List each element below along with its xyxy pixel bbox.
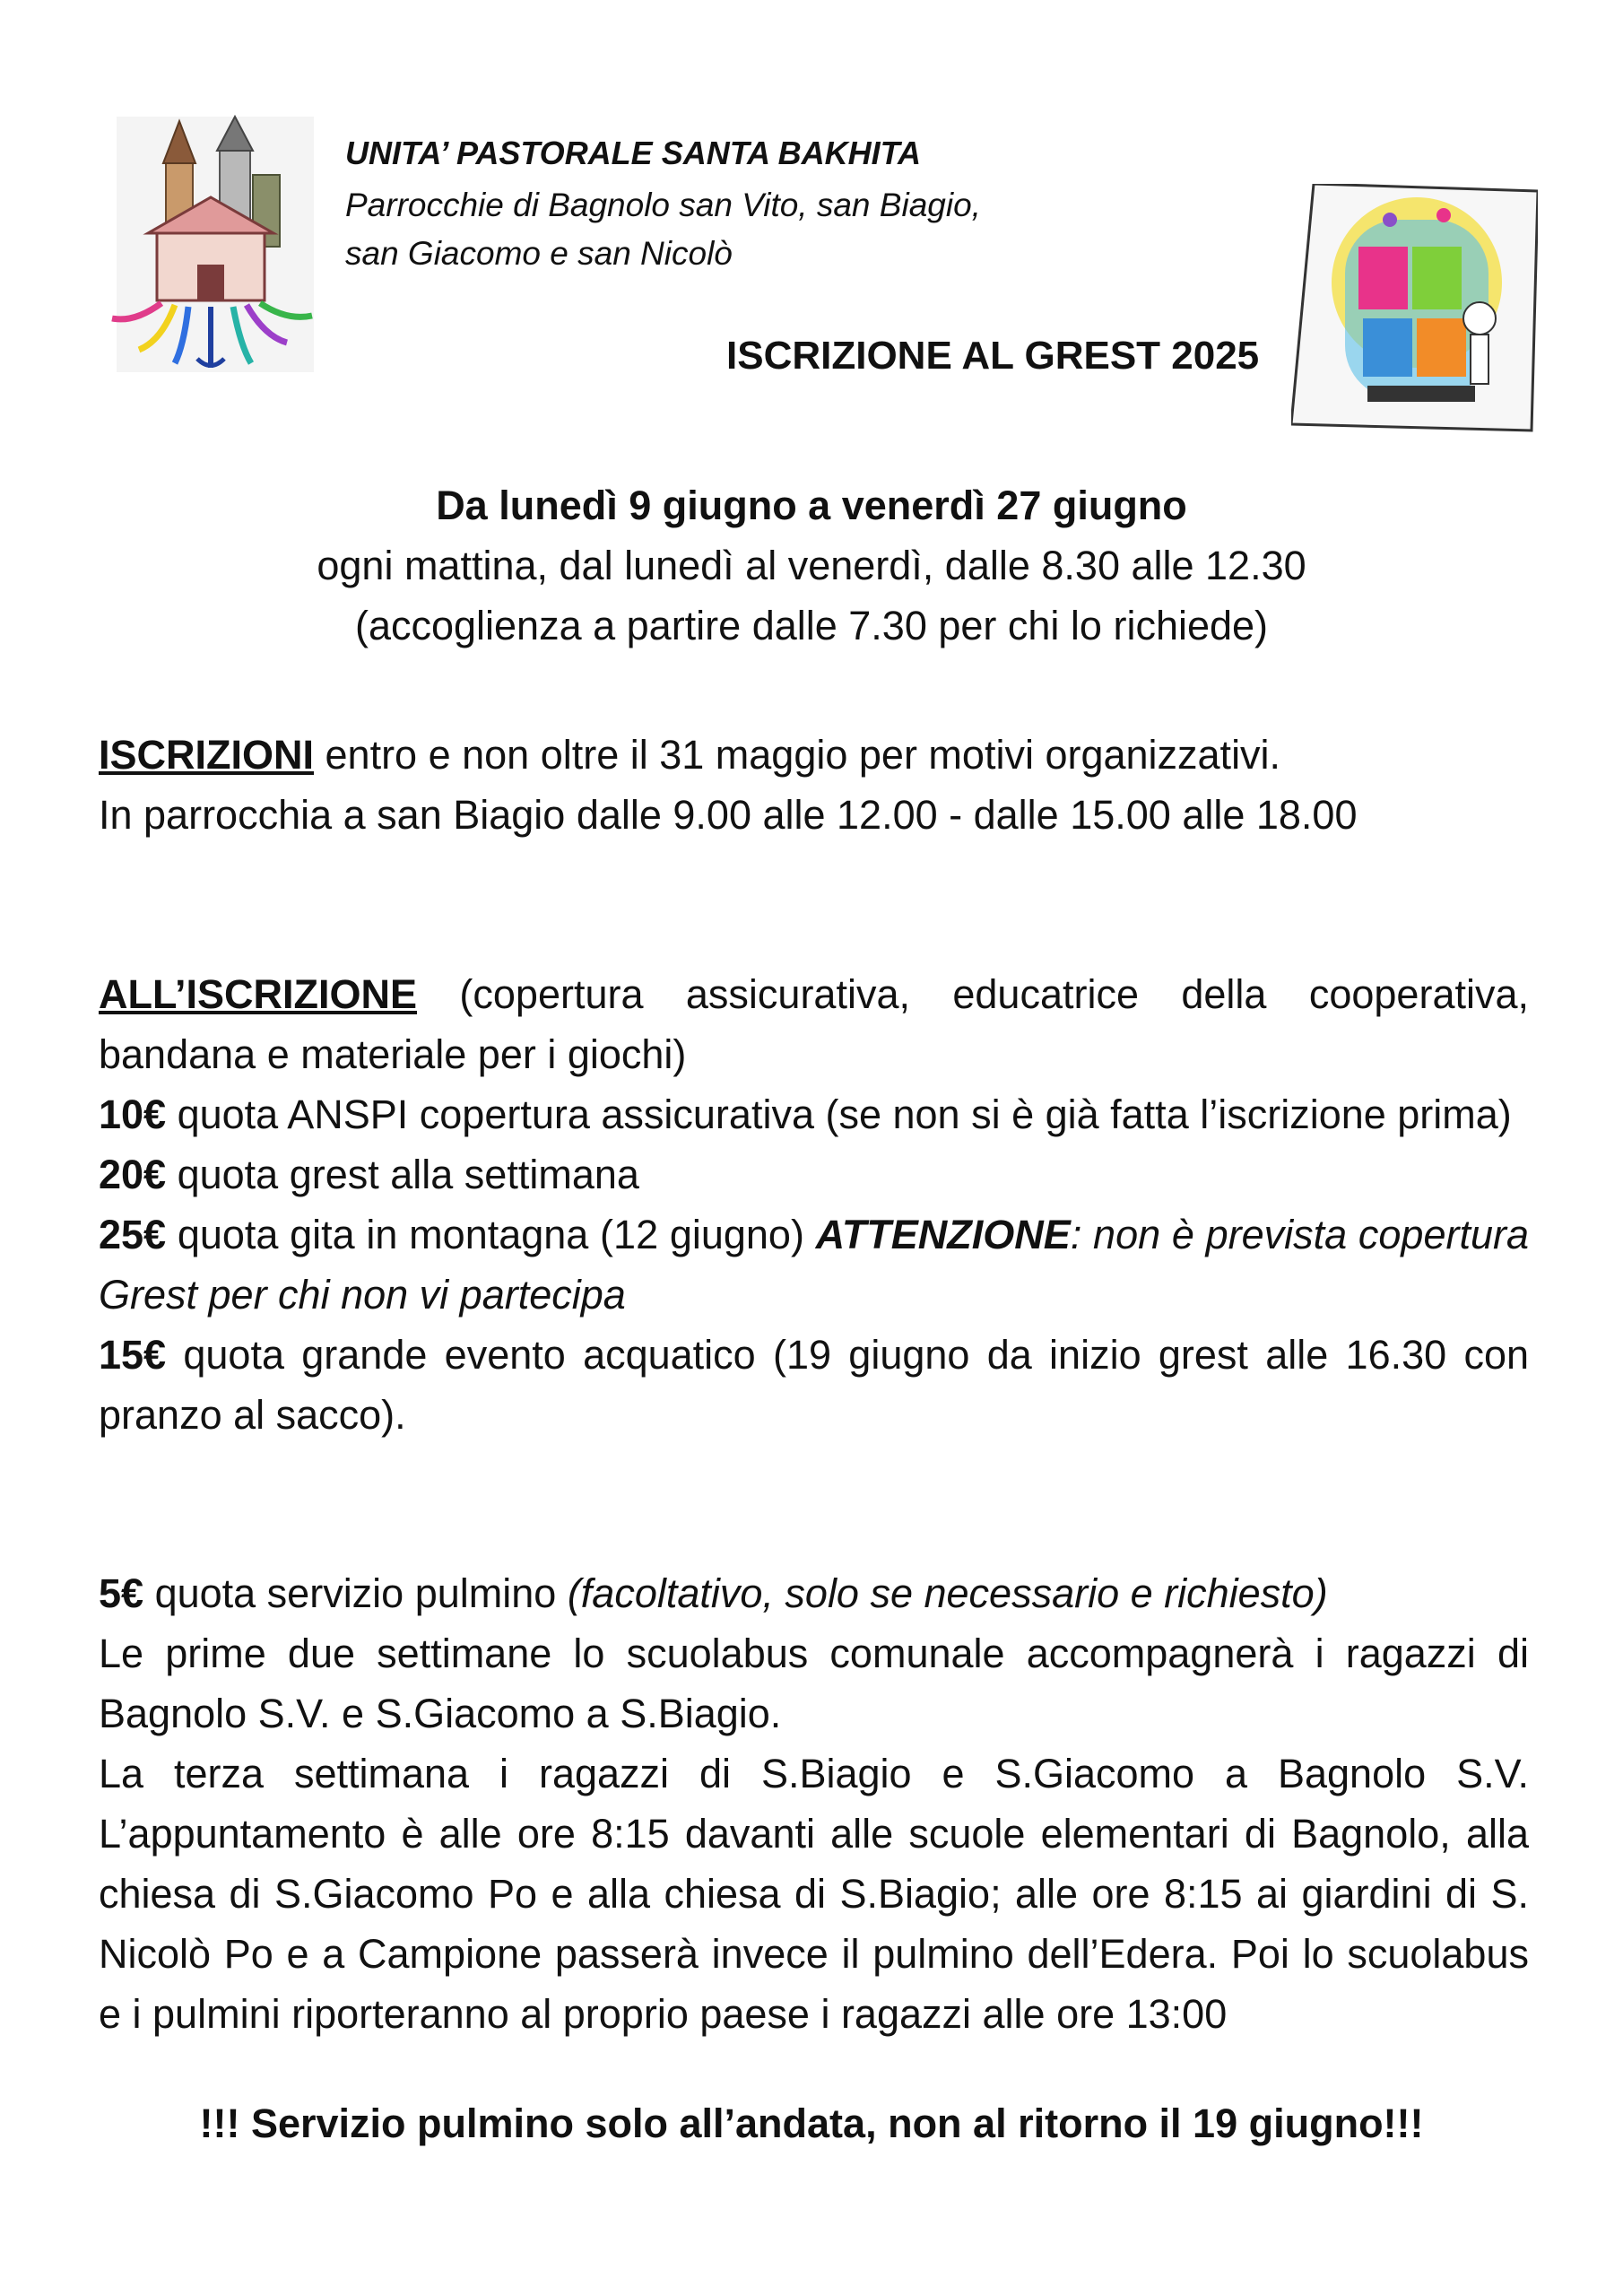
fee-item [99, 1205, 1529, 1325]
fee-amount: 20€ [99, 1152, 167, 1197]
parishes-line-2: san Giacomo e san Nicolò [345, 235, 733, 272]
transport-fee-line [99, 1563, 1529, 1623]
transport-paragraph-2: La terza settimana i ragazzi di S.Biagio e S.Giacomo a Bagnolo S.V. L’appuntamento è alle ore 8:15 davanti alle scuole elementari di Bagnolo, alla chiesa di S.Giacomo Po e alla chiesa di S.Biagio; alle ore 8:15 ai giardini di S. Nicolò Po e a Campione passerà invece il pulmino dell’Edera. Poi lo scuolabus e i pulmini riporteranno al proprio paese i ragazzi alle ore 13:00 [99, 1751, 1529, 2037]
fee-warning-text: : non è prevista copertura Grest per chi non vi partecipa [99, 1212, 1529, 1318]
fee-amount: 15€ [99, 1332, 167, 1378]
registration-deadline: entro e non oltre il 31 maggio per motivi organizzativi. [314, 732, 1281, 778]
grest-hours: ogni mattina, dal lunedì al venerdì, dalle 8.30 alle 12.30 [317, 543, 1306, 588]
registration-label: ISCRIZIONI [99, 732, 315, 778]
transport-text: quota servizio pulmino [143, 1570, 568, 1616]
fee-text: quota grest alla settimana [166, 1152, 639, 1197]
fee-warning-label: ATTENZIONE [815, 1212, 1071, 1257]
document-title: ISCRIZIONE AL GREST 2025 [726, 334, 1260, 378]
grest-poster-icon [1291, 184, 1538, 435]
fee-text: quota grande evento acquatico (19 giugno da inizio grest alle 16.30 con pranzo al sacco). [99, 1332, 1529, 1438]
fee-text: quota ANSPI copertura assicurativa (se non si è già fatta l’iscrizione prima) [166, 1091, 1512, 1137]
grest-dates: Da lunedì 9 giugno a venerdì 27 giugno [436, 483, 1187, 528]
fees-section [99, 964, 1529, 1445]
parishes-line-1: Parrocchie di Bagnolo san Vito, san Biagio, [345, 187, 981, 223]
fees-label-note: (copertura assicurativa, educatrice della cooperativa, bandana e materiale per i giochi) [99, 971, 1529, 1077]
fee-item [99, 1144, 1529, 1205]
transport-amount: 5€ [99, 1570, 144, 1616]
transport-note: (facoltativo, solo se necessario e richiesto) [567, 1570, 1328, 1616]
fees-label: ALL’ISCRIZIONE [99, 971, 418, 1017]
registration-section [99, 725, 1529, 845]
org-name: UNITA’ PASTORALE SANTA BAKHITA [345, 135, 921, 171]
registration-deadline-line [99, 725, 1529, 785]
early-welcome-note: (accoglienza a partire dalle 7.30 per chi lo richiede) [354, 603, 1269, 648]
fee-amount: 25€ [99, 1212, 167, 1257]
transport-section [99, 1563, 1529, 2044]
fee-item [99, 1325, 1529, 1445]
church-icon [99, 108, 323, 377]
registration-location: In parrocchia a san Biagio dalle 9.00 alle 12.00 - dalle 15.00 alle 18.00 [99, 792, 1358, 838]
final-notice: !!! Servizio pulmino solo all’andata, non al ritorno il 19 giugno!!! [199, 2100, 1424, 2146]
fee-amount: 10€ [99, 1091, 167, 1137]
fee-text: quota gita in montagna (12 giugno) [166, 1212, 816, 1257]
fee-item [99, 1084, 1529, 1144]
fees-intro [99, 964, 1529, 1084]
transport-paragraph-1: Le prime due settimane lo scuolabus comunale accompagnerà i ragazzi di Bagnolo S.V. e S.Giacomo a S.Biagio. [99, 1631, 1529, 1736]
grest-logo [1291, 184, 1538, 435]
unita-pastorale-logo [99, 108, 323, 377]
